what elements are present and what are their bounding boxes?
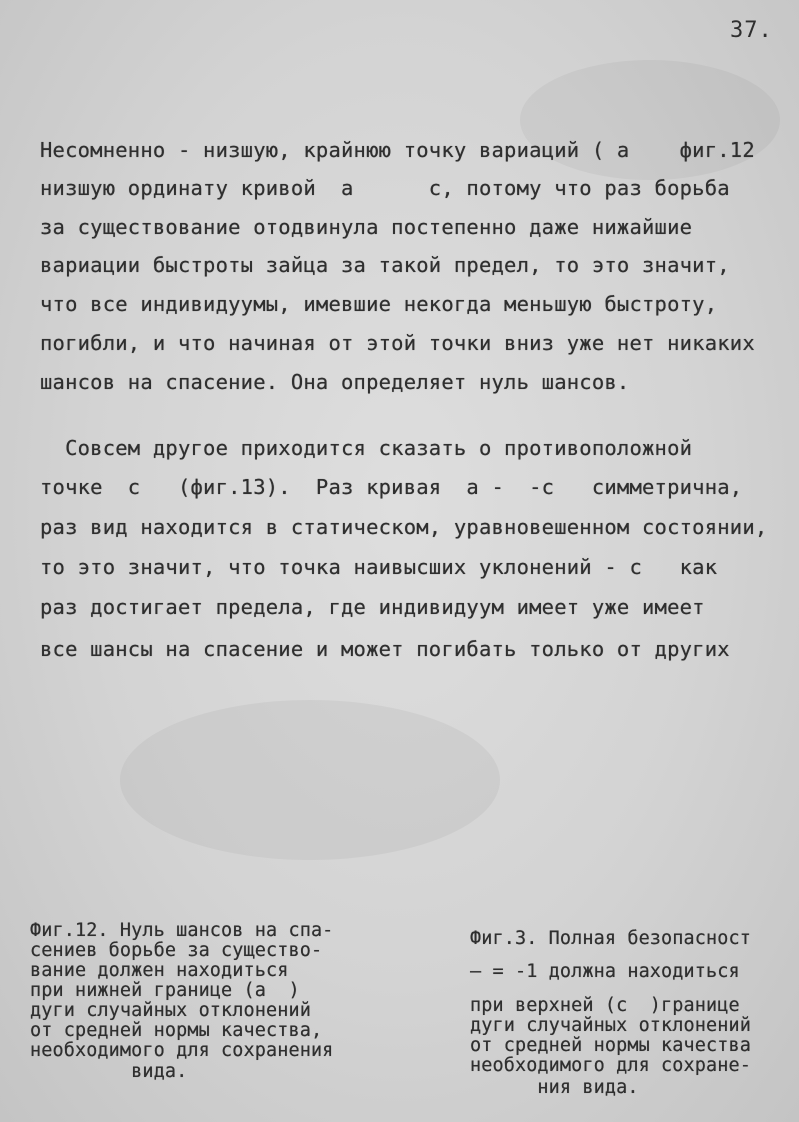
paragraph-1-line-6: погибли, и что начиная от этой точки вниз уже нет никаких [40,331,755,355]
paragraph-2-line-5: раз достигает предела, где индивидуум имеет уже имеет [40,595,705,619]
paragraph-2-line-3: раз вид находится в статическом, уравновешенном состоянии, [40,515,768,539]
caption-right-line-2: — = -1 должна находиться [470,961,740,982]
caption-left-line-5: дуги случайных отклонений [30,1000,311,1021]
caption-left-line-4: при нижней границе (а ) [30,980,300,1001]
caption-left-line-7: необходимого для сохранения [30,1040,334,1061]
paper-smudge [120,700,500,860]
paragraph-1-line-2: низшую ординату кривой а с, потому что раз борьба [40,176,730,200]
paper-smudge [520,60,780,180]
caption-left-line-1: Фиг.12. Нуль шансов на спа- [30,920,334,941]
paragraph-2-line-4: то это значит, что точка наивысших уклонений - с как [40,555,718,579]
caption-right-line-7: ния вида. [470,1077,639,1098]
page-number: 37. [730,18,773,43]
paragraph-2-line-6: все шансы на спасение и может погибать только от других [40,637,730,661]
caption-left-line-8: вида. [30,1061,188,1082]
paragraph-1-line-7: шансов на спасение. Она определяет нуль шансов. [40,370,630,394]
paragraph-1-line-4: вариации быстроты зайца за такой предел, то это значит, [40,253,730,277]
paragraph-1-line-3: за существование отодвинула постепенно даже нижайшие [40,215,693,239]
caption-left-line-3: вание должен находиться [30,960,289,981]
caption-right-line-6: необходимого для сохране- [470,1055,751,1076]
caption-right-line-4: дуги случайных отклонений [470,1015,751,1036]
caption-left-line-2: сениев борьбе за существо- [30,940,323,961]
caption-left-line-6: от средней нормы качества, [30,1020,323,1041]
caption-right-line-5: от средней нормы качества [470,1035,751,1056]
paragraph-2-line-1: Совсем другое приходится сказать о противоположной [40,436,693,460]
caption-right-line-3: при верхней (с )границе [470,995,740,1016]
paragraph-2-line-2: точке с (фиг.13). Раз кривая а - -с симметрична, [40,475,743,499]
caption-right-line-1: Фиг.3. Полная безопасност [470,928,751,949]
paragraph-1-line-1: Несомненно - низшую, крайнюю точку вариаций ( а фиг.12 [40,138,755,162]
paragraph-1-line-5: что все индивидуумы, имевшие некогда меньшую быстроту, [40,292,718,316]
